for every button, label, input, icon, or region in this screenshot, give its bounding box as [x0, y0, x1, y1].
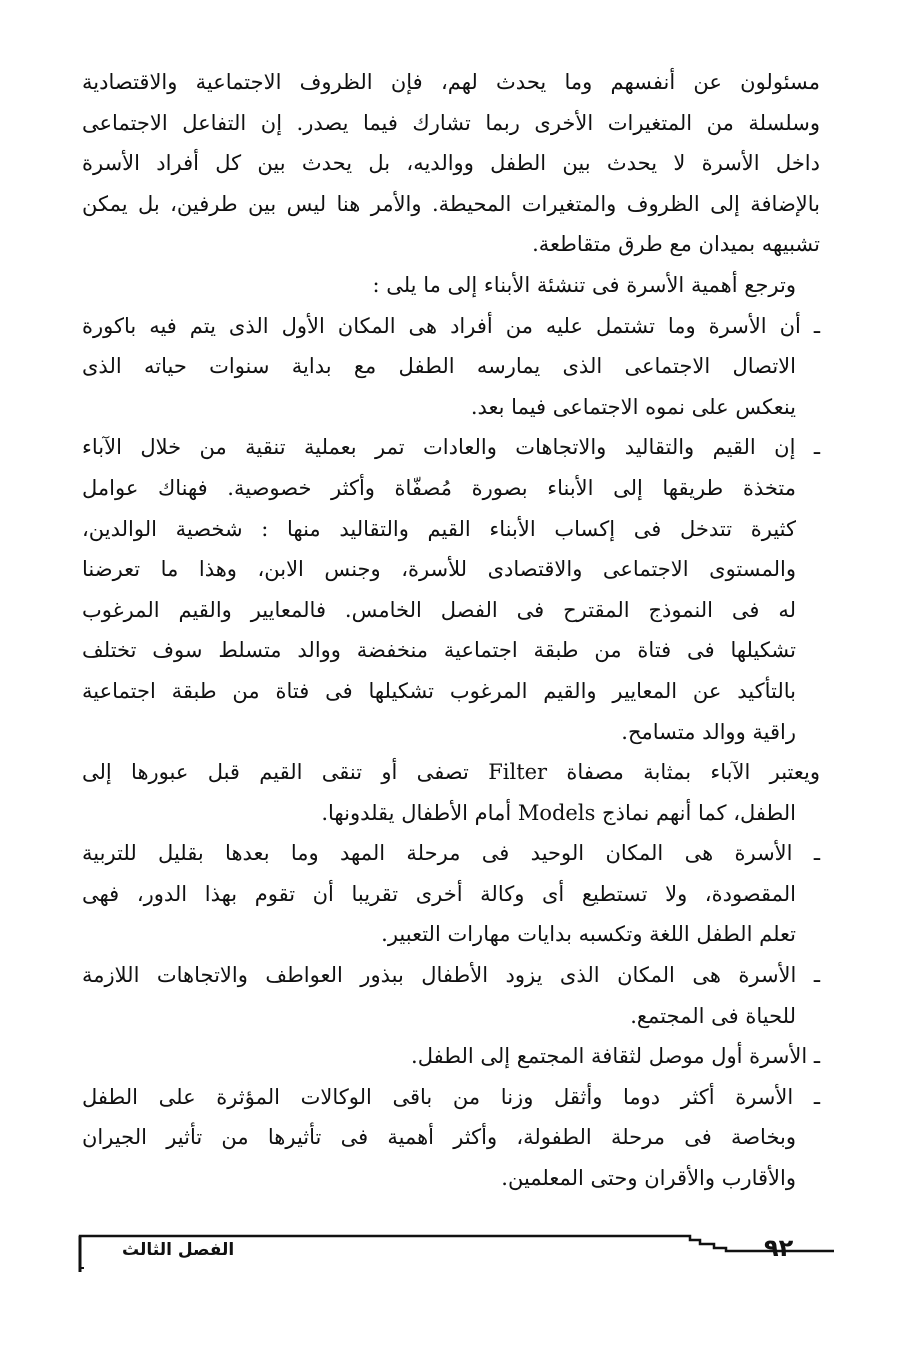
- text-line: الطفل، كما أنهم نماذج Models أمام الأطفال يقلدونها.: [321, 800, 796, 825]
- text-line: تشكيلها فى فتاة من طبقة اجتماعية منخفضة ووالد متسلط سوف تختلف: [82, 638, 796, 663]
- text-line: تعلم الطفل اللغة وتكسبه بدايات مهارات التعبير.: [381, 922, 796, 947]
- text-line: ـ إن القيم والتقاليد والاتجاهات والعادات تمر بعملية تنقية من خلال الآباء: [82, 435, 820, 460]
- text-line: راقية ووالد متسامح.: [621, 719, 796, 744]
- text-line: وسلسلة من المتغيرات الأخرى ربما تشارك فيما يصدر. إن التفاعل الاجتماعى: [82, 110, 820, 135]
- page-footer: [74, 1228, 834, 1278]
- page-body: [82, 62, 820, 1199]
- text-line: له فى النموذج المقترح فى الفصل الخامس. فالمعايير والقيم المرغوب: [82, 597, 796, 622]
- footer-chapter-title: الفصل الثالث: [122, 1240, 235, 1260]
- text-line: ـ أن الأسرة وما تشتمل عليه من أفراد هى المكان الأول الذى يتم فيه باكورة: [82, 313, 820, 338]
- text-line: ينعكس على نموه الاجتماعى فيما بعد.: [470, 394, 796, 419]
- text-line: والمستوى الاجتماعى والاقتصادى للأسرة، وجنس الابن، وهذا ما تعرضنا: [82, 557, 796, 582]
- text-line: والأقارب والأقران وحتى المعلمين.: [501, 1166, 796, 1191]
- text-line: بالإضافة إلى الظروف والمتغيرات المحيطة. والأمر هنا ليس بين طرفين، بل يمكن: [82, 191, 820, 216]
- text-line: ـ الأسرة أكثر دوما وأثقل وزنا من باقى الوكالات المؤثرة على الطفل: [82, 1084, 820, 1109]
- text-line: الاتصال الاجتماعى الذى يمارسه الطفل مع بداية سنوات حياته الذى: [82, 354, 796, 379]
- text-line: تشبيهه بميدان مع طرق متقاطعة.: [532, 232, 820, 257]
- text-line: ـ الأسرة هى المكان الذى يزود الأطفال ببذور العواطف والاتجاهات اللازمة: [82, 963, 820, 988]
- text-line: ـ الأسرة أول موصل لثقافة المجتمع إلى الطفل.: [411, 1044, 820, 1069]
- text-line: ويعتبر الآباء بمثابة مصفاة Filter تصفى أو تنقى القيم قبل عبورها إلى: [82, 760, 820, 785]
- text-line: داخل الأسرة لا يحدث بين الطفل ووالديه، بل يحدث بين كل أفراد الأسرة: [82, 151, 820, 176]
- text-line: المقصودة، ولا تستطيع أى وكالة أخرى تقريبا أن تقوم بهذا الدور، فهى: [82, 881, 796, 906]
- text-line: بالتأكيد عن المعايير والقيم المرغوب تشكيلها فى فتاة من طبقة اجتماعية: [82, 678, 796, 703]
- text-line: للحياة فى المجتمع.: [630, 1003, 796, 1028]
- page-number: ٩٢: [764, 1234, 794, 1262]
- text-line: وبخاصة فى مرحلة الطفولة، وأكثر أهمية فى تأثيرها من تأثير الجيران: [82, 1125, 796, 1150]
- text-line: كثيرة تتدخل فى إكساب الأبناء القيم والتقاليد منها : شخصية الوالدين،: [82, 516, 796, 541]
- text-line: مسئولون عن أنفسهم وما يحدث لهم، فإن الظروف الاجتماعية والاقتصادية: [82, 70, 820, 94]
- text-line: متخذة طريقها إلى الأبناء بصورة مُصفّاة وأكثر خصوصية. فهناك عوامل: [82, 475, 796, 500]
- text-line: وترجع أهمية الأسرة فى تنشئة الأبناء إلى ما يلى :: [372, 272, 796, 297]
- text-line: ـ الأسرة هى المكان الوحيد فى مرحلة المهد وما بعدها بقليل للتربية: [82, 841, 820, 866]
